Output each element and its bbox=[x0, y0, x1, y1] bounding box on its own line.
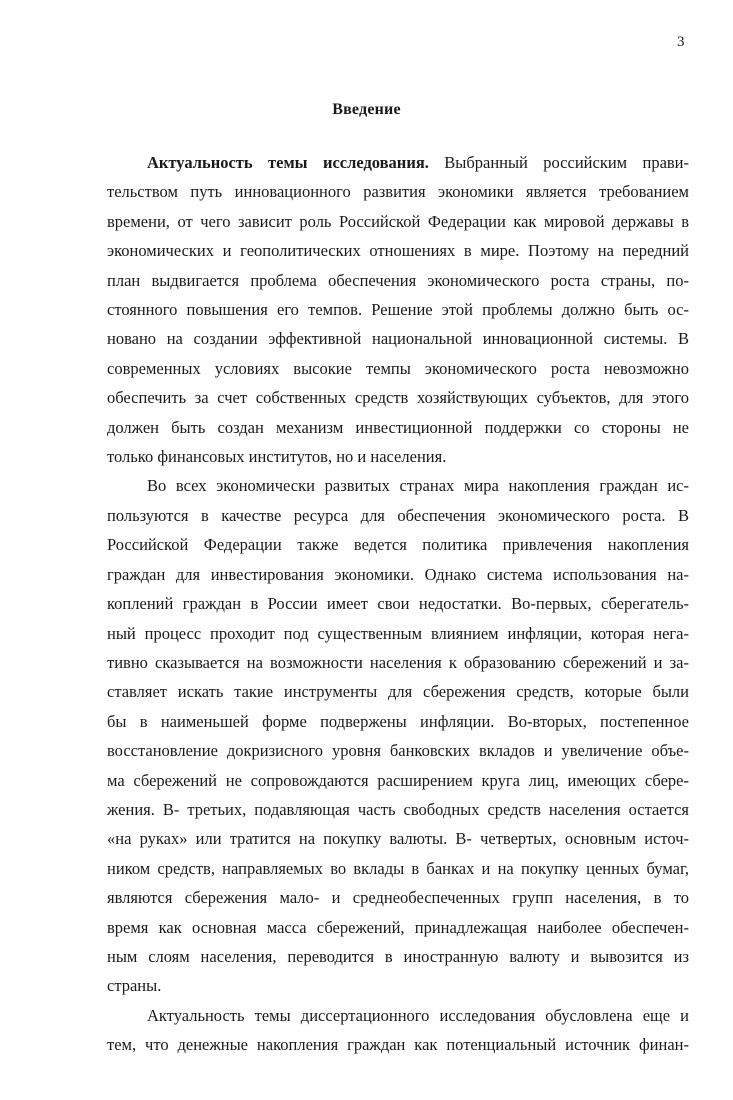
page-number: 3 bbox=[677, 34, 685, 50]
text-line: современных условиях высокие темпы экономического роста невозможно bbox=[107, 358, 689, 378]
paragraph-dissertation bbox=[107, 1001, 689, 1060]
text-line: ный процесс проходит под существенным влиянием инфляции, которая нега- bbox=[107, 623, 689, 643]
text-line: план выдвигается проблема обеспечения экономического роста страны, по- bbox=[107, 270, 689, 290]
text-line: время как основная масса сбережений, принадлежащая наиболее обеспечен- bbox=[107, 917, 689, 937]
text-line: Российской Федерации также ведется политика привлечения накопления bbox=[107, 535, 689, 555]
text-line: являются сбережения мало- и среднеобеспеченных групп населения, в то bbox=[107, 888, 689, 908]
text-line: экономических и геополитических отношениях в мире. Поэтому на передний bbox=[107, 241, 689, 261]
text-line: жения. В- третьих, подавляющая часть свободных средств населения остается bbox=[107, 799, 689, 819]
paragraph-relevance bbox=[107, 148, 689, 471]
text-line: Во всех экономически развитых странах мира накопления граждан ис- bbox=[147, 476, 689, 496]
text-line: только финансовых институтов, но и населения. bbox=[107, 447, 447, 467]
text-line: тельством путь инновационного развития экономики является требованием bbox=[107, 182, 689, 202]
body-text bbox=[107, 148, 689, 1060]
text-line: обеспечить за счет собственных средств хозяйствующих субъектов, для этого bbox=[107, 388, 689, 408]
text-line: пользуются в качестве ресурса для обеспечения экономического роста. В bbox=[107, 505, 689, 525]
text-line: коплений граждан в России имеет свои недостатки. Во-первых, сберегатель- bbox=[107, 594, 689, 614]
text-line: должен быть создан механизм инвестиционной поддержки со стороны не bbox=[107, 417, 689, 437]
text-line: бы в наименьшей форме подвержены инфляции. Во-вторых, постепенное bbox=[107, 711, 689, 731]
text-line: ным слоям населения, переводится в иностранную валюту и вывозится из bbox=[107, 946, 689, 966]
text-line: тем, что денежные накопления граждан как потенциальный источник финан- bbox=[107, 1035, 689, 1055]
text-line: времени, от чего зависит роль Российской Федерации как мировой державы в bbox=[107, 211, 689, 231]
text-fragment: Выбранный российским прави- bbox=[428, 153, 690, 172]
text-line: новано на создании эффективной национальной инновационной системы. В bbox=[107, 329, 689, 349]
paragraph-savings bbox=[107, 471, 689, 1000]
text-line: тивно сказывается на возможности населения к образованию сбережений и за- bbox=[107, 652, 689, 672]
text-line: восстановление докризисного уровня банковских вкладов и увеличение объе- bbox=[107, 741, 689, 761]
lead-phrase: Актуальность темы исследования. bbox=[147, 153, 429, 172]
text-line: Актуальность темы диссертационного исследования обусловлена еще и bbox=[147, 1005, 689, 1025]
text-line: граждан для инвестирования экономики. Однако система использования на- bbox=[107, 564, 689, 584]
text-line: страны. bbox=[107, 976, 162, 996]
text-line: ма сбережений не сопровождаются расширением круга лиц, имеющих сбере- bbox=[107, 770, 689, 790]
text-line: ником средств, направляемых во вклады в банках и на покупку ценных бумаг, bbox=[107, 858, 689, 878]
text-line: ставляет искать такие инструменты для сбережения средств, которые были bbox=[107, 682, 689, 702]
text-line: «на руках» или тратится на покупку валюты. В- четвертых, основным источ- bbox=[107, 829, 689, 849]
text-line bbox=[107, 148, 689, 177]
section-title: Введение bbox=[332, 101, 401, 118]
text-line: стоянного повышения его темпов. Решение этой проблемы должно быть ос- bbox=[107, 300, 689, 320]
